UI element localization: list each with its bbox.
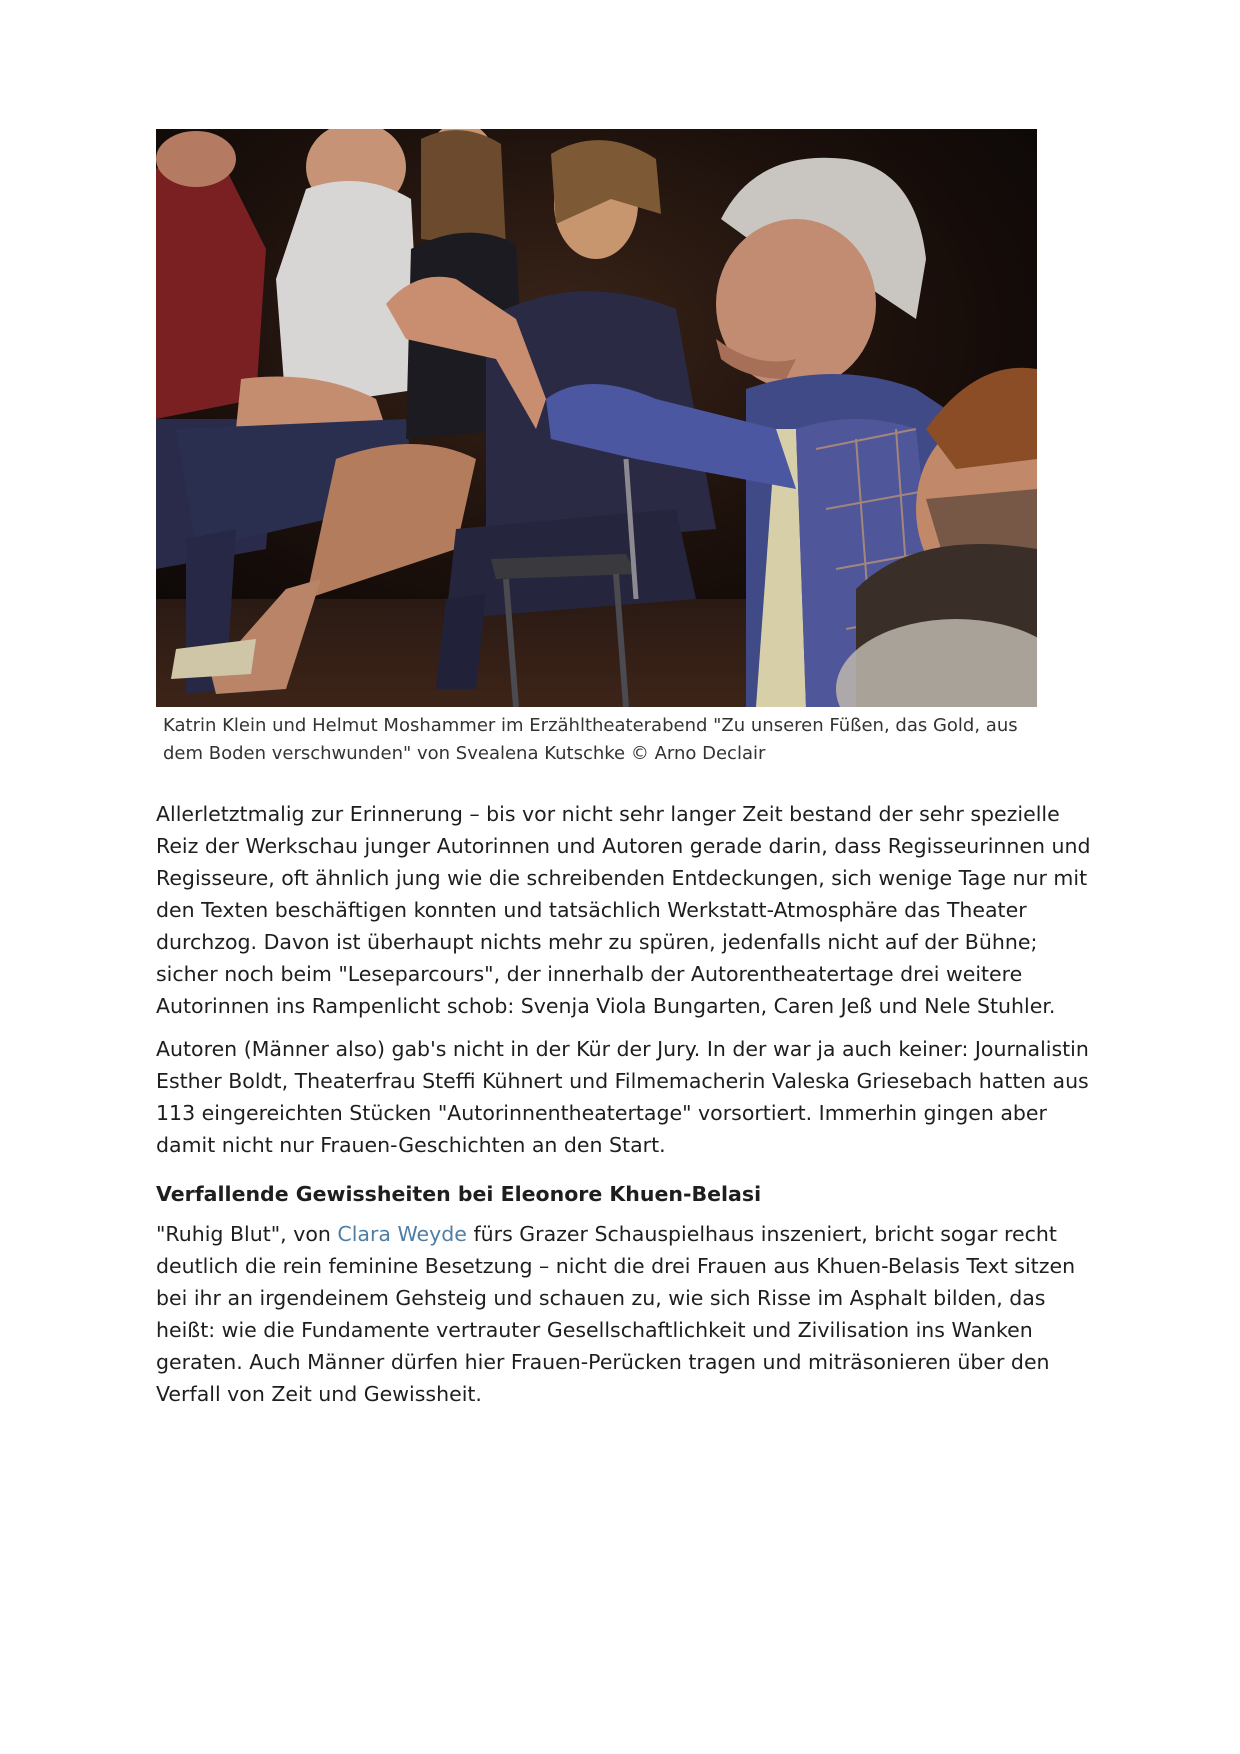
paragraph-3-lead: "Ruhig Blut", von — [156, 1222, 338, 1246]
clara-weyde-link[interactable]: Clara Weyde — [337, 1222, 467, 1246]
theater-scene-illustration — [156, 129, 1037, 707]
paragraph-3-rest: fürs Grazer Schauspielhaus inszeniert, bricht sogar recht deutlich die rein feminine Besetzung – nicht die drei Frauen aus Khuen-Belasis Text sitzen bei ihr an irgendeinem Gehsteig und schauen zu, wie sich Risse im Asphalt bilden, das heißt: wie die Fundamente vertrauter Gesellschaftlichkeit und Zivilisation ins Wanken geraten. Auch Männer dürfen hier Frauen-Perücken tragen und miträsonieren über den Verfall von Zeit und Gewissheit. — [156, 1222, 1076, 1406]
article-paragraph-1: Allerletztmalig zur Erinnerung – bis vor nicht sehr langer Zeit bestand der sehr spezielle Reiz der Werkschau junger Autorinnen und Autoren gerade darin, dass Regisseurinnen und Regisseure, oft ähnlich jung wie die schreibenden Entdeckungen, sich wenige Tage nur mit den Texten beschäftigen konnten und tatsächlich Werkstatt-Atmosphäre das Theater durchzog. Davon ist überhaupt nichts mehr zu spüren, jedenfalls nicht auf der Bühne; sicher noch beim "Leseparcours", der innerhalb der Autorentheatertage drei weitere Autorinnen ins Rampenlicht schob: Svenja Viola Bungarten, Caren Jeß und Nele Stuhler. — [156, 802, 1091, 1018]
article-paragraph-2: Autoren (Männer also) gab's nicht in der Kür der Jury. In der war ja auch keiner: Journalistin Esther Boldt, Theaterfrau Steffi Kühnert und Filmemacherin Valeska Griesebach hatten aus 113 eingereichten Stücken "Autorinnentheatertage" vorsortiert. Immerhin gingen aber damit nicht nur Frauen-Geschichten an den Start. — [156, 1037, 1089, 1157]
section-heading: Verfallende Gewissheiten bei Eleonore Khuen-Belasi — [156, 1182, 762, 1206]
article-paragraph-3 — [156, 1218, 1096, 1410]
photo-caption: Katrin Klein und Helmut Moshammer im Erzähltheaterabend "Zu unseren Füßen, das Gold, aus dem Boden verschwunden" von Svealena Kutschke © Arno Declair — [163, 715, 1018, 764]
article-photo — [156, 129, 1037, 707]
